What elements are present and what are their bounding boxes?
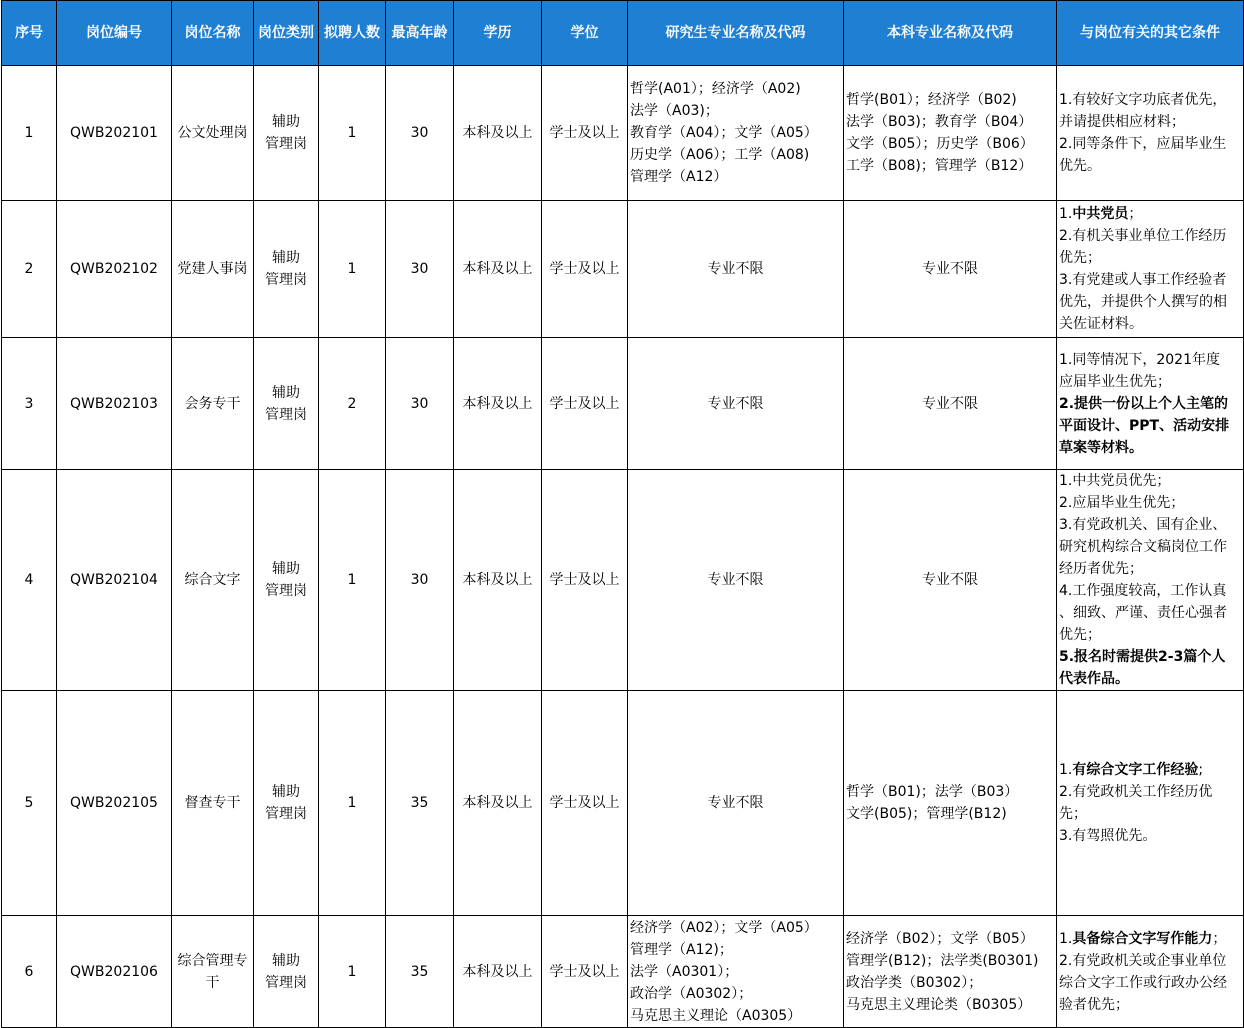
condition-bold-text: 中共党员 xyxy=(1072,206,1129,222)
condition-text: 3.有党建或人事工作经验者 xyxy=(1059,272,1227,288)
cell-degree: 学士及以上 xyxy=(542,691,628,916)
condition-line xyxy=(1059,349,1241,371)
cell-education: 本科及以上 xyxy=(454,338,542,470)
condition-line xyxy=(1059,602,1241,624)
condition-line xyxy=(1059,437,1241,459)
condition-line xyxy=(1059,759,1241,781)
grad_major-line: 专业不限 xyxy=(707,572,764,588)
undergrad_major-line: 工学（B08)；管理学（B12） xyxy=(846,158,1033,174)
col-header: 学历 xyxy=(454,1,542,66)
condition-text: 研究机构综合文稿岗位工作 xyxy=(1059,539,1227,555)
table-row xyxy=(2,201,1244,338)
cell-name: 督查专干 xyxy=(172,691,254,916)
cell-grad_major xyxy=(628,201,844,338)
cell-age: 30 xyxy=(386,66,454,201)
condition-line xyxy=(1059,415,1241,437)
table-row xyxy=(2,916,1244,1028)
grad_major-line: 哲学(A01）；经济学（A02) xyxy=(630,81,801,97)
grad_major-line: 教育学（A04）；文学（A05） xyxy=(630,125,818,141)
cell-category xyxy=(254,470,319,691)
condition-text: 验者优先； xyxy=(1059,996,1129,1013)
col-header: 与岗位有关的其它条件 xyxy=(1057,1,1244,66)
cell-degree: 学士及以上 xyxy=(542,470,628,691)
cell-undergrad_major xyxy=(844,66,1057,201)
condition-bold-text: 草案等材料。 xyxy=(1059,439,1143,456)
condition-line xyxy=(1059,111,1241,133)
cell-seq: 2 xyxy=(2,201,57,338)
condition-line xyxy=(1059,950,1241,972)
condition-line xyxy=(1059,269,1241,291)
condition-line xyxy=(1059,155,1241,177)
cell-code: QWB202104 xyxy=(57,470,172,691)
condition-line xyxy=(1059,558,1241,580)
condition-bold-text: 2.提供一份以上个人主笔的 xyxy=(1059,395,1229,412)
condition-line xyxy=(1059,225,1241,247)
cell-age: 30 xyxy=(386,338,454,470)
condition-text: 优先； xyxy=(1059,250,1101,266)
condition-line xyxy=(1059,313,1241,335)
col-header: 研究生专业名称及代码 xyxy=(628,1,844,66)
category-line: 管理岗 xyxy=(265,974,307,991)
condition-line xyxy=(1059,247,1241,269)
condition-text: 应届毕业生优先； xyxy=(1059,373,1171,390)
table-body xyxy=(2,66,1244,1028)
col-header: 本科专业名称及代码 xyxy=(844,1,1057,66)
condition-text: 优先，并提供个人撰写的相 xyxy=(1059,294,1227,310)
condition-text: 2.有党政机关或企事业单位 xyxy=(1059,952,1227,969)
cell-grad_major xyxy=(628,66,844,201)
cell-undergrad_major xyxy=(844,201,1057,338)
category-line: 辅助 xyxy=(272,384,300,401)
col-header: 岗位编号 xyxy=(57,1,172,66)
category-line: 辅助 xyxy=(272,250,300,266)
cell-conditions xyxy=(1057,691,1244,916)
condition-text: 3.有党政机关、国有企业、 xyxy=(1059,517,1227,533)
undergrad_major-line: 哲学（B01)；法学（B03） xyxy=(846,784,1019,800)
condition-text: 关佐证材料。 xyxy=(1059,316,1143,332)
cell-education: 本科及以上 xyxy=(454,66,542,201)
cell-code: QWB202102 xyxy=(57,201,172,338)
cell-code: QWB202101 xyxy=(57,66,172,201)
table-row xyxy=(2,338,1244,470)
cell-degree: 学士及以上 xyxy=(542,916,628,1028)
undergrad_major-line: 专业不限 xyxy=(922,395,978,412)
condition-line xyxy=(1059,668,1241,690)
cell-category xyxy=(254,916,319,1028)
grad_major-line: 法学（A0301）； xyxy=(630,963,739,980)
condition-line xyxy=(1059,291,1241,313)
condition-line xyxy=(1059,580,1241,602)
cell-education: 本科及以上 xyxy=(454,916,542,1028)
condition-text: 1.同等情况下，2021年度 xyxy=(1059,351,1220,368)
category-line: 管理岗 xyxy=(265,406,307,423)
condition-line xyxy=(1059,470,1241,492)
category-line: 辅助 xyxy=(272,561,300,577)
grad_major-line: 经济学（A02）；文学（A05） xyxy=(630,919,818,936)
condition-line xyxy=(1059,646,1241,668)
grad_major-line: 管理学（A12)； xyxy=(630,941,733,958)
cell-degree: 学士及以上 xyxy=(542,201,628,338)
condition-text: 3.有驾照优先。 xyxy=(1059,828,1157,844)
undergrad_major-line: 文学（B05）；历史学（B06） xyxy=(846,136,1034,152)
condition-text: 4.工作强度较高，工作认真 xyxy=(1059,583,1227,599)
undergrad_major-line: 文学(B05)；管理学(B12) xyxy=(846,806,1007,822)
cell-seq: 3 xyxy=(2,338,57,470)
cell-education: 本科及以上 xyxy=(454,470,542,691)
condition-text: 1. xyxy=(1059,762,1073,778)
cell-count: 1 xyxy=(319,470,386,691)
table-row xyxy=(2,66,1244,201)
cell-undergrad_major xyxy=(844,338,1057,470)
table-row xyxy=(2,470,1244,691)
cell-name: 综合管理专干 xyxy=(172,916,254,1028)
cell-count: 1 xyxy=(319,66,386,201)
cell-conditions xyxy=(1057,201,1244,338)
cell-grad_major xyxy=(628,691,844,916)
col-header: 拟聘人数 xyxy=(319,1,386,66)
condition-line xyxy=(1059,492,1241,514)
undergrad_major-line: 马克思主义理论类（B0305） xyxy=(846,996,1032,1013)
cell-category xyxy=(254,338,319,470)
condition-text: 并请提供相应材料； xyxy=(1059,114,1185,130)
cell-name: 会务专干 xyxy=(172,338,254,470)
condition-line xyxy=(1059,624,1241,646)
category-line: 管理岗 xyxy=(265,272,307,288)
cell-conditions xyxy=(1057,338,1244,470)
grad_major-line: 专业不限 xyxy=(707,795,764,811)
cell-category xyxy=(254,66,319,201)
col-header: 序号 xyxy=(2,1,57,66)
condition-text: 1.中共党员优先； xyxy=(1059,473,1171,489)
cell-degree: 学士及以上 xyxy=(542,338,628,470)
condition-line xyxy=(1059,203,1241,225)
condition-line xyxy=(1059,972,1241,994)
cell-name: 综合文字 xyxy=(172,470,254,691)
grad_major-line: 政治学（A0302）； xyxy=(630,985,753,1002)
grad_major-line: 法学（A03)； xyxy=(630,103,719,119)
condition-text: 先； xyxy=(1059,806,1087,822)
condition-text: 、细致、严谨、责任心强者 xyxy=(1059,605,1227,621)
condition-line xyxy=(1059,514,1241,536)
condition-trailing-text: ； xyxy=(1212,930,1227,947)
undergrad_major-line: 政治学类（B0302）； xyxy=(846,974,983,991)
condition-line xyxy=(1059,928,1241,950)
condition-text: 优先。 xyxy=(1059,158,1101,174)
cell-grad_major xyxy=(628,338,844,470)
condition-bold-text: 具备综合文字写作能力 xyxy=(1072,930,1213,947)
condition-line xyxy=(1059,994,1241,1016)
cell-degree: 学士及以上 xyxy=(542,66,628,201)
cell-seq: 6 xyxy=(2,916,57,1028)
grad_major-line: 马克思主义理论（A0305） xyxy=(630,1007,802,1024)
condition-bold-text: 有综合文字工作经验 xyxy=(1072,762,1199,778)
cell-category xyxy=(254,691,319,916)
condition-text: 1. xyxy=(1059,930,1073,947)
cell-undergrad_major xyxy=(844,691,1057,916)
condition-text: 2.同等条件下，应届毕业生 xyxy=(1059,136,1227,152)
cell-education: 本科及以上 xyxy=(454,691,542,916)
condition-bold-text: 平面设计、PPT、活动安排 xyxy=(1059,417,1230,434)
cell-seq: 5 xyxy=(2,691,57,916)
condition-bold-text: 代表作品。 xyxy=(1059,671,1129,687)
cell-category xyxy=(254,201,319,338)
undergrad_major-line: 专业不限 xyxy=(922,572,978,588)
cell-conditions xyxy=(1057,66,1244,201)
condition-text: 综合文字工作或行政办公经 xyxy=(1059,974,1227,991)
cell-count: 1 xyxy=(319,916,386,1028)
condition-text: 2.有党政机关工作经历优 xyxy=(1059,784,1213,800)
col-header: 岗位类别 xyxy=(254,1,319,66)
col-header: 岗位名称 xyxy=(172,1,254,66)
undergrad_major-line: 哲学(B01）；经济学（B02) xyxy=(846,92,1017,108)
table-row xyxy=(2,691,1244,916)
condition-trailing-text: ； xyxy=(1128,206,1143,222)
grad_major-line: 专业不限 xyxy=(707,261,764,277)
category-line: 管理岗 xyxy=(265,806,307,822)
condition-line xyxy=(1059,825,1241,847)
grad_major-line: 专业不限 xyxy=(707,395,764,412)
cell-code: QWB202106 xyxy=(57,916,172,1028)
condition-line xyxy=(1059,536,1241,558)
category-line: 辅助 xyxy=(272,784,300,800)
cell-age: 30 xyxy=(386,470,454,691)
cell-count: 1 xyxy=(319,691,386,916)
cell-count: 2 xyxy=(319,338,386,470)
condition-line xyxy=(1059,393,1241,415)
cell-undergrad_major xyxy=(844,470,1057,691)
condition-line xyxy=(1059,803,1241,825)
condition-text: 经历者优先； xyxy=(1059,561,1143,577)
cell-conditions xyxy=(1057,470,1244,691)
cell-conditions xyxy=(1057,916,1244,1028)
category-line: 管理岗 xyxy=(265,583,307,599)
cell-code: QWB202103 xyxy=(57,338,172,470)
condition-text: 1.有较好文字功底者优先， xyxy=(1059,92,1227,108)
undergrad_major-line: 经济学（B02）；文学（B05） xyxy=(846,930,1034,947)
condition-line xyxy=(1059,781,1241,803)
cell-grad_major xyxy=(628,916,844,1028)
cell-code: QWB202105 xyxy=(57,691,172,916)
condition-bold-text: 5.报名时需提供2-3篇个人 xyxy=(1059,649,1226,665)
condition-text: 2.应届毕业生优先； xyxy=(1059,495,1185,511)
cell-age: 30 xyxy=(386,201,454,338)
grad_major-line: 管理学（A12） xyxy=(630,169,728,185)
condition-text: 1. xyxy=(1059,206,1073,222)
cell-name: 公文处理岗 xyxy=(172,66,254,201)
undergrad_major-line: 法学（B03)；教育学（B04） xyxy=(846,114,1033,130)
grad_major-line: 历史学（A06）；工学（A08) xyxy=(630,147,810,163)
col-header: 最高年龄 xyxy=(386,1,454,66)
cell-count: 1 xyxy=(319,201,386,338)
condition-line xyxy=(1059,89,1241,111)
undergrad_major-line: 专业不限 xyxy=(922,261,978,277)
condition-text: 2.有机关事业单位工作经历 xyxy=(1059,228,1227,244)
cell-seq: 4 xyxy=(2,470,57,691)
header-row xyxy=(2,1,1244,66)
category-line: 辅助 xyxy=(272,952,300,969)
cell-age: 35 xyxy=(386,691,454,916)
condition-text: 优先； xyxy=(1059,627,1101,643)
cell-age: 35 xyxy=(386,916,454,1028)
category-line: 管理岗 xyxy=(265,136,307,152)
category-line: 辅助 xyxy=(272,114,300,130)
cell-grad_major xyxy=(628,470,844,691)
cell-name: 党建人事岗 xyxy=(172,201,254,338)
condition-trailing-text: ; xyxy=(1198,762,1204,778)
cell-seq: 1 xyxy=(2,66,57,201)
undergrad_major-line: 管理学(B12)；法学类(B0301) xyxy=(846,952,1039,969)
col-header: 学位 xyxy=(542,1,628,66)
cell-education: 本科及以上 xyxy=(454,201,542,338)
job-table xyxy=(1,0,1244,1028)
cell-undergrad_major xyxy=(844,916,1057,1028)
condition-line xyxy=(1059,133,1241,155)
condition-line xyxy=(1059,371,1241,393)
